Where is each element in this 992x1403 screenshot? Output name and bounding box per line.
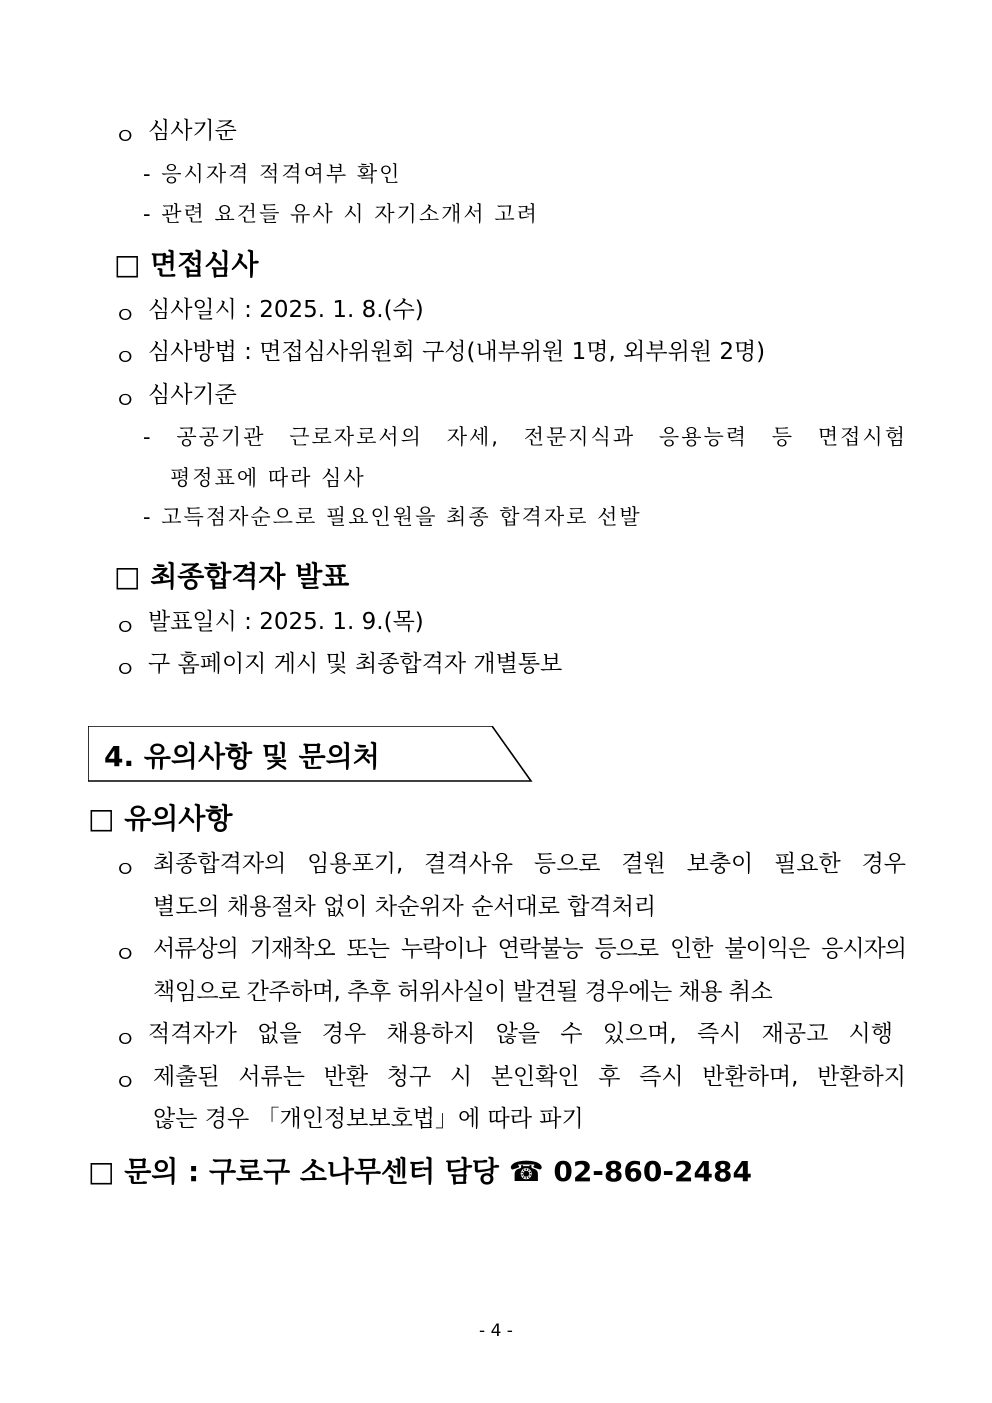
note-1: 최종합격자의 임용포기, 결격사유 등으로 결원 보충이 필요한 경우	[153, 851, 906, 877]
interview-heading: □ 면접심사	[114, 248, 259, 281]
note-1-cont: 별도의 채용절차 없이 차순위자 순서대로 합격처리	[153, 894, 657, 920]
section-title-box	[88, 726, 534, 782]
criteria-item: - 응시자격 적격여부 확인	[143, 162, 402, 186]
bullet-marker: ㅇ	[114, 942, 137, 968]
section-title: 4. 유의사항 및 문의처	[104, 740, 380, 773]
contact-line: □ 문의 : 구로구 소나무센터 담당 ☎ 02-860-2484	[88, 1155, 752, 1188]
bullet-marker: ㅇ	[114, 124, 137, 150]
interview-method: 심사방법 : 면접심사위원회 구성(내부위원 1명, 외부위원 2명)	[148, 339, 766, 365]
bullet-marker: ㅇ	[114, 615, 137, 641]
notes-heading: □ 유의사항	[88, 802, 233, 835]
note-2: 서류상의 기재착오 또는 누락이나 연락불능 등으로 인한 불이익은 응시자의	[153, 936, 906, 962]
note-4: 제출된 서류는 반환 청구 시 본인확인 후 즉시 반환하며, 반환하지	[153, 1064, 906, 1090]
interview-criteria-item-cont: 평정표에 따라 심사	[170, 466, 366, 490]
note-2-cont: 책임으로 간주하며, 추후 허위사실이 발견될 경우에는 채용 취소	[153, 979, 773, 1005]
criteria-item: - 관련 요건들 유사 시 자기소개서 고려	[143, 202, 539, 226]
bullet-marker: ㅇ	[114, 345, 137, 371]
bullet-marker: ㅇ	[114, 1027, 137, 1053]
final-date: 발표일시 : 2025. 1. 9.(목)	[148, 609, 424, 635]
note-3: 적격자가 없을 경우 채용하지 않을 수 있으며, 즉시 재공고 시행	[148, 1021, 893, 1047]
interview-criteria-item: - 공공기관 근로자로서의 자세, 전문지식과 응용능력 등 면접시험	[143, 425, 907, 449]
bullet-marker: ㅇ	[114, 1070, 137, 1096]
bullet-marker: ㅇ	[114, 388, 137, 414]
interview-criteria-title: 심사기준	[148, 382, 237, 408]
note-4-cont: 않는 경우 「개인정보보호법」에 따라 파기	[153, 1106, 584, 1132]
bullet-marker: ㅇ	[114, 657, 137, 683]
final-heading: □ 최종합격자 발표	[114, 560, 350, 593]
final-notice: 구 홈페이지 게시 및 최종합격자 개별통보	[148, 651, 563, 677]
interview-date: 심사일시 : 2025. 1. 8.(수)	[148, 297, 424, 323]
interview-criteria-item: - 고득점자순으로 필요인원을 최종 합격자로 선발	[143, 505, 642, 529]
bullet-marker: ㅇ	[114, 857, 137, 883]
bullet-marker: ㅇ	[114, 303, 137, 329]
criteria-title: 심사기준	[148, 118, 237, 144]
page-number: - 4 -	[479, 1321, 513, 1341]
